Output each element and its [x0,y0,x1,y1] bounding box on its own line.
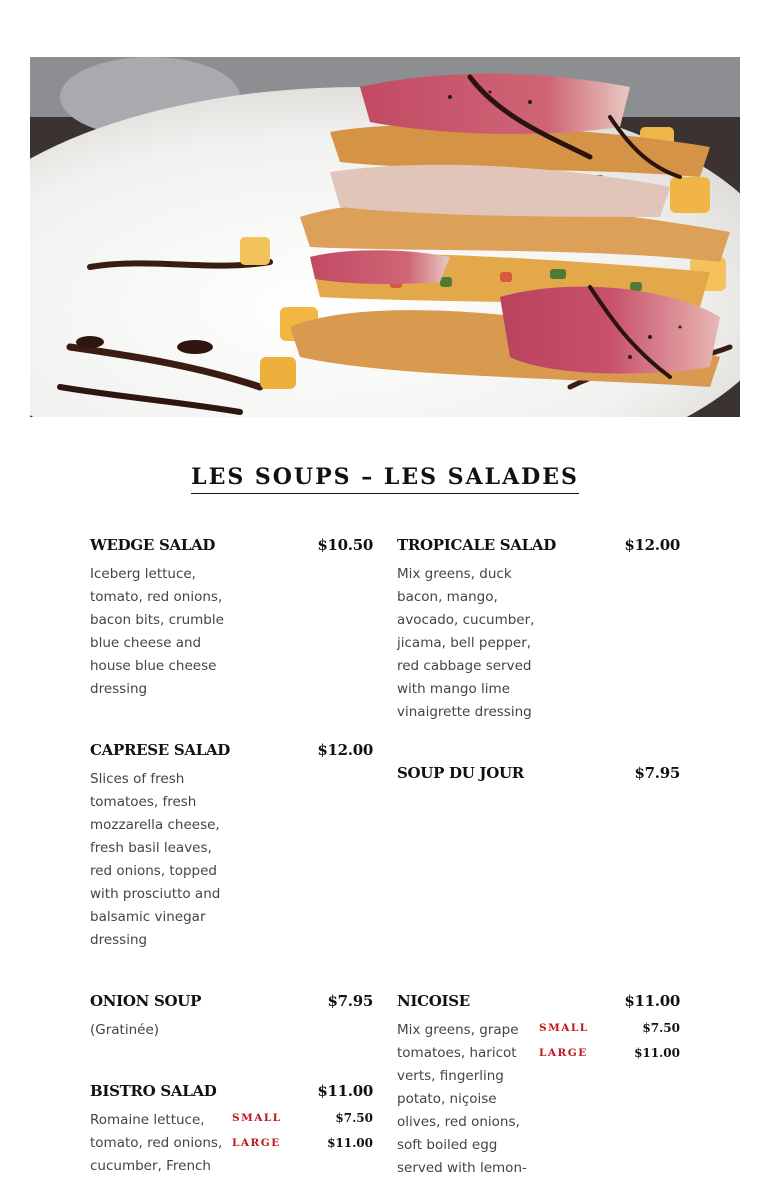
menu-item-header [90,1080,373,1102]
menu-item-header [90,990,373,1012]
menu-item-wedge-salad [90,534,373,697]
menu-item-description: (Gratinée) [90,1022,160,1038]
size-label-small: SMALL [539,1022,589,1034]
menu-item-caprese-salad [90,739,373,948]
menu-item-name: WEDGE SALAD [90,536,216,554]
menu-item-name: SOUP DU JOUR [397,764,524,782]
size-label-large: LARGE [232,1137,281,1149]
size-price-large: $11.00 [327,1136,373,1150]
menu-item-name: BISTRO SALAD [90,1082,217,1100]
size-row-small [232,1108,373,1128]
size-row-large [539,1043,680,1063]
menu-item-price: $7.95 [327,992,373,1010]
size-label-small: SMALL [232,1112,282,1124]
menu-item-price: $11.00 [317,1082,373,1100]
menu-item-price: $10.50 [317,536,373,554]
size-row-large [232,1133,373,1153]
menu-item-name: CAPRESE SALAD [90,741,231,759]
menu-item-header [397,762,680,784]
menu-item-price: $11.00 [624,992,680,1010]
menu-item-tropicale-salad [397,534,680,720]
menu-item-name: ONION SOUP [90,992,202,1010]
section-title [0,462,770,494]
hero-food-image [30,57,740,417]
menu-item-soup-du-jour [397,762,680,784]
menu-item-description: Romaine lettuce, tomato, red onions, cucumber, French [90,1112,223,1174]
menu-item-header [397,990,680,1012]
size-label-large: LARGE [539,1047,588,1059]
menu-item-nicoise [397,990,680,1176]
menu-item-price: $12.00 [624,536,680,554]
menu-item-price: $7.95 [634,764,680,782]
menu-item-description: Iceberg lettuce, tomato, red onions, bacon bits, crumble blue cheese and house blue cheese dressing [90,566,224,697]
menu-item-header [90,739,373,761]
menu-item-bistro-salad [90,1080,373,1174]
size-price-small: $7.50 [642,1021,680,1035]
size-price-small: $7.50 [335,1111,373,1125]
size-row-small [539,1018,680,1038]
menu-item-onion-soup [90,990,373,1038]
menu-item-price: $12.00 [317,741,373,759]
menu-item-description: Mix greens, grape tomatoes, haricot verts, fingerling potato, niçoise olives, red onions, soft boiled egg served with lemon- [397,1022,527,1176]
section-title-text: LES SOUPS – LES SALADES [191,462,579,494]
menu-item-description: Slices of fresh tomatoes, fresh mozzarella cheese, fresh basil leaves, red onions, topped with prosciutto and balsamic vinegar dressing [90,771,221,948]
menu-item-header [397,534,680,556]
menu-item-name: NICOISE [397,992,470,1010]
menu-item-name: TROPICALE SALAD [397,536,556,554]
menu-item-description: Mix greens, duck bacon, mango, avocado, cucumber, jicama, bell pepper, red cabbage served with mango lime vinaigrette dressing [397,566,535,720]
size-price-large: $11.00 [634,1046,680,1060]
menu-item-header [90,534,373,556]
